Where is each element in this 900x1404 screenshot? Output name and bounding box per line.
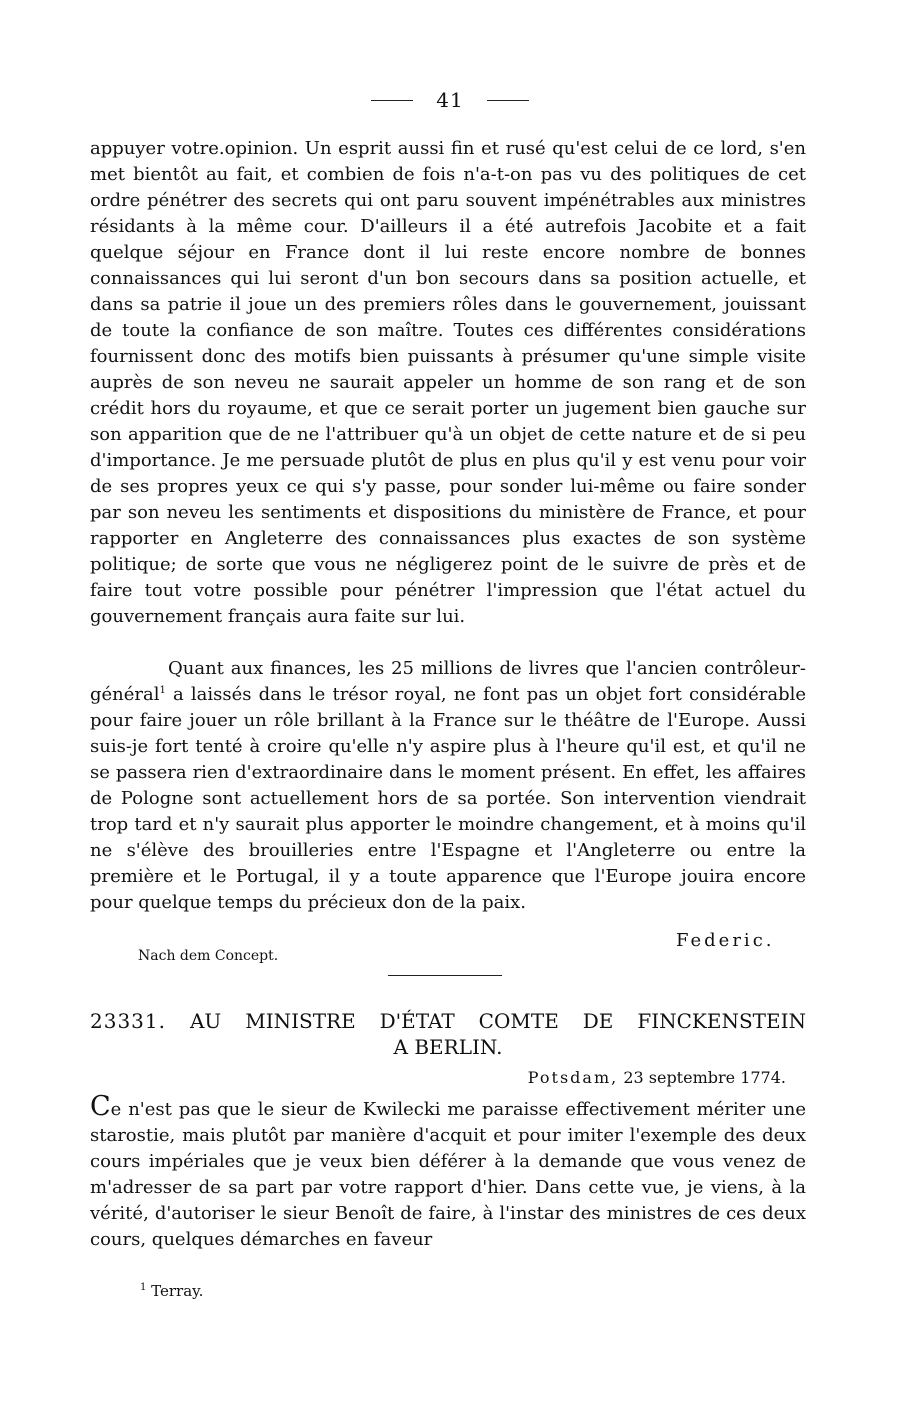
dateline xyxy=(498,1068,786,1087)
header-dash-left xyxy=(371,100,413,101)
dateline-date: 23 septembre 1774. xyxy=(623,1068,786,1087)
source-note: Nach dem Concept. xyxy=(138,948,279,964)
signature: Federic. xyxy=(676,930,775,951)
dateline-place: Potsdam, xyxy=(527,1068,619,1087)
letter-heading-line-1 xyxy=(90,1008,806,1034)
paragraph-2-rest: a laissés dans le trésor royal, ne font pas un objet fort considérable pour faire jouer un rôle brillant à la France sur le théâtre de l'Europe. Aussi suis-je fort tenté à croire qu'elle n'y aspire plus à l'heure qu'il est, et qu'il ne se passera rien d'extraordinaire dans le moment présent. En effet, les affaires de Pologne sont actuellement hors de sa portée. Son intervention viendrait trop tard et n'y saurait plus apporter le moindre changement, et à moins qu'il ne s'élève des brouilleries entre l'Espagne et l'Angleterre ou entre la première et le Portugal, il y a toute apparence que l'Europe jouira encore pour quelque temps du précieux don de la paix. xyxy=(90,684,806,913)
page-number: 41 xyxy=(436,88,464,112)
page-header xyxy=(0,88,900,112)
paragraph-3-text: e n'est pas que le sieur de Kwilecki me paraisse effectivement mériter une starostie, mais plutôt par manière d'acquit et pour imiter l'exemple des deux cours impériales que je veux bien déférer à la demande que vous venez de m'adresser de sa part par votre rapport d'hier. Dans cette vue, je viens, à la vérité, d'autoriser le sieur Benoît de faire, à l'instar des ministres de ces deux cours, quelques démarches en faveur xyxy=(90,1099,806,1250)
paragraph-1: appuyer votre.opinion. Un esprit aussi fin et rusé qu'est celui de ce lord, s'en met bientôt au fait, et combien de fois n'a-t-on pas vu des politiques de cet ordre pénétrer des secrets qui ont paru souvent impénétrables aux ministres résidants à la même cour. D'ailleurs il a été autrefois Jacobite et a fait quelque séjour en France dont il lui reste encore nombre de bonnes connaissances qui lui seront d'un bon secours dans sa position actuelle, et dans sa patrie il joue un des premiers rôles dans le gouvernement, jouissant de toute la confiance de son maître. Toutes ces différentes considérations fournissent donc des motifs bien puissants à présumer qu'une simple visite auprès de son neveu ne saurait appeler un homme de son rang et de son crédit hors du royaume, et que ce serait porter un jugement bien gauche sur son apparition que de ne l'attribuer qu'à un objet de cette nature et de si peu d'importance. Je me persuade plutôt de plus en plus qu'il y est venu pour voir de ses propres yeux ce qui s'y passe, pour sonder lui-même ou faire sonder par son neveu les sentiments et dispositions du ministère de France, et pour rapporter en Angleterre des connaissances plus exactes de son système politique; de sorte que vous ne négligerez point de le suivre de près et de faire tout votre possible pour pénétrer l'impression que l'état actuel du gouvernement français aura faite sur lui. xyxy=(90,138,806,627)
paragraph-2 xyxy=(90,656,806,916)
footnote-reference: 1 xyxy=(159,685,166,696)
footnote-mark: 1 xyxy=(140,1282,147,1293)
header-dash-right xyxy=(487,100,529,101)
paragraph-3 xyxy=(90,1091,806,1253)
initial-letter: C xyxy=(90,1091,111,1122)
section-divider xyxy=(388,975,502,976)
letter-heading xyxy=(90,1008,806,1060)
footnote xyxy=(140,1282,203,1300)
footnote-text: Terray. xyxy=(151,1282,204,1300)
paragraph-2-start: Quant aux finances, les 25 millions de livres que l'ancien contrôleur-général xyxy=(90,658,806,705)
letter-destination: A BERLIN. xyxy=(393,1035,503,1059)
letter-title: AU MINISTRE D'ÉTAT COMTE DE FINCKENSTEIN xyxy=(189,1009,807,1033)
letter-number: 23331. xyxy=(90,1009,166,1033)
